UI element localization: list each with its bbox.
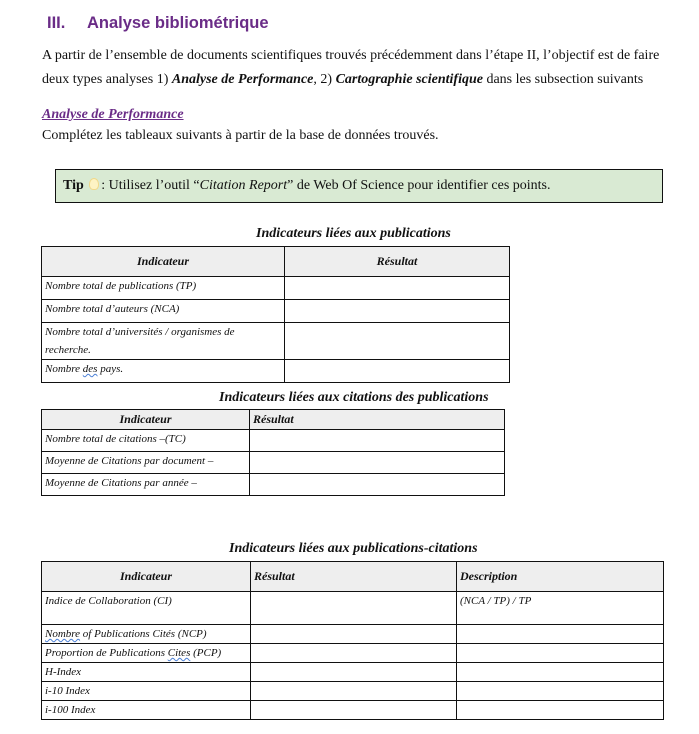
indicator-cell: Nombre total de publications (TP): [42, 277, 285, 300]
table-row: [42, 474, 505, 496]
result-cell[interactable]: [250, 474, 505, 496]
section-number: III.: [47, 14, 66, 32]
indicator-cell: Nombre total d’auteurs (NCA): [42, 300, 285, 323]
table-publications: [41, 246, 510, 383]
result-cell[interactable]: [251, 701, 457, 720]
table-citations: [41, 409, 505, 496]
result-cell[interactable]: [251, 682, 457, 701]
tip-box: [55, 169, 663, 203]
indicator-cell: Moyenne de Citations par document –: [42, 452, 250, 474]
indicator-cell: Moyenne de Citations par année –: [42, 474, 250, 496]
result-cell[interactable]: [251, 644, 457, 663]
column-header: Résultat: [285, 247, 510, 277]
indicator-cell: i-100 Index: [42, 701, 251, 720]
table-row: [42, 644, 664, 663]
description-cell: [457, 644, 664, 663]
table-row: [42, 701, 664, 720]
indicator-cell: Nombre des pays.: [42, 360, 285, 383]
result-cell[interactable]: [250, 452, 505, 474]
section-title: Analyse bibliométrique: [87, 14, 269, 32]
indicator-cell: H-Index: [42, 663, 251, 682]
column-header: Indicateur: [42, 247, 285, 277]
intro-text: A partir de l’ensemble de documents scientifiques trouvés précédemment dans l’étape II, l’objectif est de faire deux types analyses 1): [42, 48, 660, 87]
table-row: [42, 663, 664, 682]
indicator-cell: Nombre total de citations –(TC): [42, 430, 250, 452]
indicator-cell: Nombre total d’universités / organismes de recherche.: [42, 323, 285, 360]
tip-emphasis: Citation Report: [199, 178, 288, 193]
table-row: [42, 360, 510, 383]
subsection-title: Analyse de Performance: [42, 107, 184, 122]
table-pub-citations-caption: Indicateurs liées aux publications-citations: [229, 541, 478, 556]
lightbulb-icon: [89, 178, 99, 190]
result-cell[interactable]: [285, 323, 510, 360]
intro-paragraph: [42, 44, 682, 92]
table-publications-caption: Indicateurs liées aux publications: [256, 226, 451, 241]
tip-label: Tip: [63, 178, 84, 193]
description-cell: [457, 682, 664, 701]
table-citations-caption: Indicateurs liées aux citations des publications: [219, 390, 489, 405]
column-header: Résultat: [250, 410, 505, 430]
table-row: [42, 300, 510, 323]
table-row: [42, 323, 510, 360]
tip-text: ” de Web Of Science pour identifier ces points.: [287, 178, 551, 193]
subsection-instruction: Complétez les tableaux suivants à partir de la base de données trouvés.: [42, 128, 439, 143]
result-cell[interactable]: [285, 277, 510, 300]
result-cell[interactable]: [251, 625, 457, 644]
column-header: Indicateur: [42, 410, 250, 430]
description-cell: [457, 701, 664, 720]
intro-emphasis-performance: Analyse de Performance: [171, 72, 314, 87]
table-row: [42, 682, 664, 701]
result-cell[interactable]: [251, 592, 457, 625]
intro-emphasis-cartographie: Cartographie scientifique: [335, 72, 483, 87]
description-cell: [457, 625, 664, 644]
intro-text: dans les subsection suivants: [482, 72, 644, 87]
table-row: [42, 592, 664, 625]
indicator-cell: Indice de Collaboration (CI): [42, 592, 251, 625]
intro-text: , 2): [313, 72, 336, 87]
table-row: [42, 430, 505, 452]
tip-text: : Utilisez l’outil “: [101, 178, 200, 193]
result-cell[interactable]: [251, 663, 457, 682]
section-heading: [47, 14, 269, 33]
result-cell[interactable]: [250, 430, 505, 452]
table-row: [42, 277, 510, 300]
table-row: [42, 625, 664, 644]
result-cell[interactable]: [285, 360, 510, 383]
indicator-cell: Nombre of Publications Cités (NCP): [42, 625, 251, 644]
column-header: Résultat: [251, 562, 457, 592]
column-header: Indicateur: [42, 562, 251, 592]
indicator-cell: i-10 Index: [42, 682, 251, 701]
description-cell: (NCA / TP) / TP: [457, 592, 664, 625]
table-row: [42, 452, 505, 474]
result-cell[interactable]: [285, 300, 510, 323]
table-pub-citations: [41, 561, 664, 720]
indicator-cell: Proportion de Publications Cites (PCP): [42, 644, 251, 663]
column-header: Description: [457, 562, 664, 592]
description-cell: [457, 663, 664, 682]
